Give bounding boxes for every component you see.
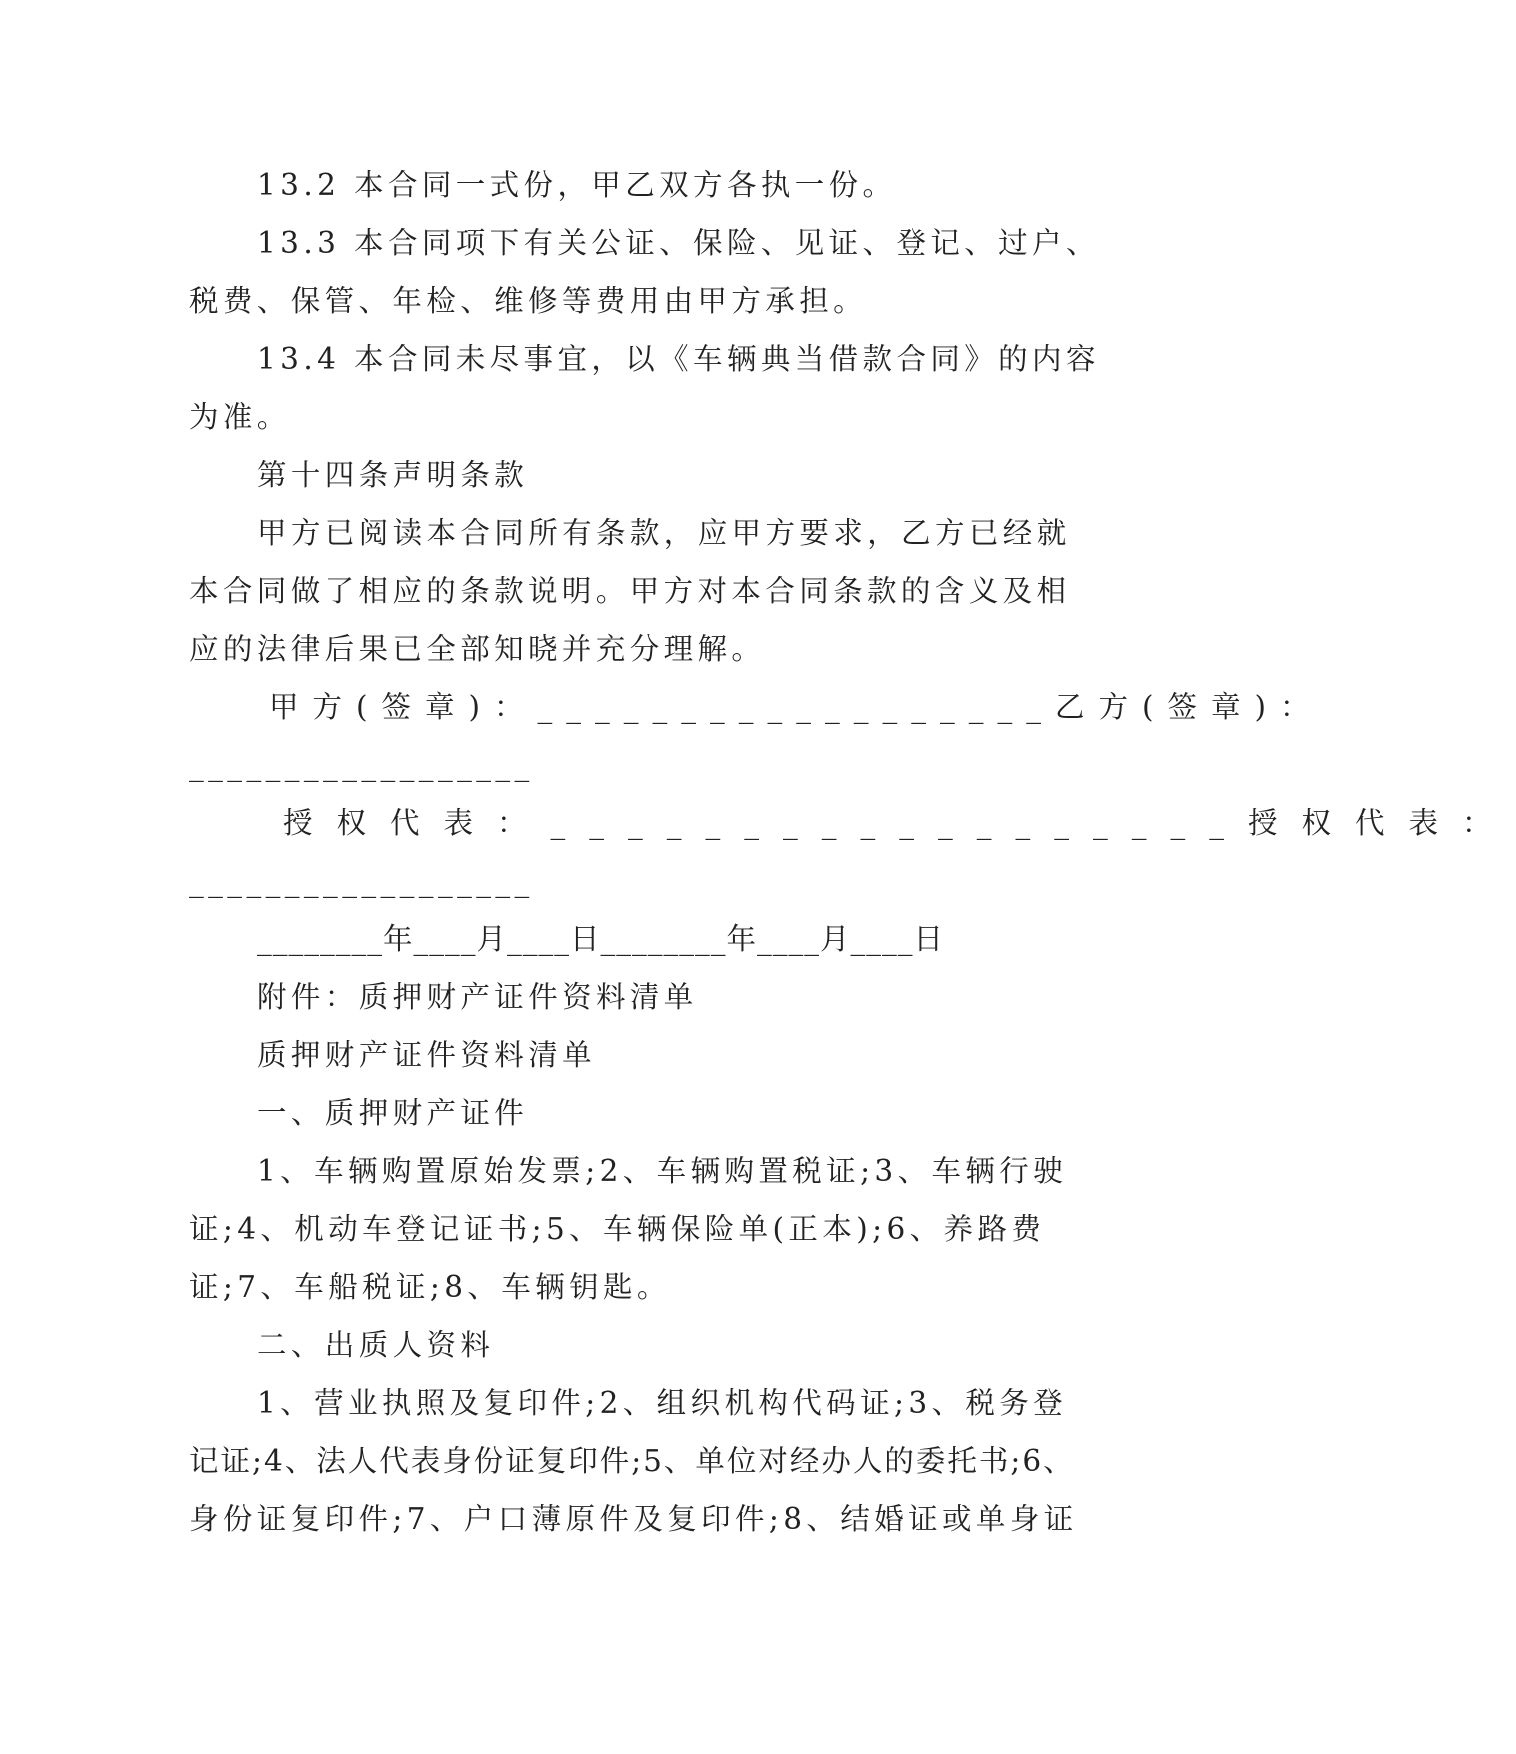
clause-13-3-cont: 税费、保管、年检、维修等费用由甲方承担。	[189, 284, 868, 318]
attachment-title: 质押财产证件资料清单	[257, 1038, 597, 1072]
section-2-list: 1、营业执照及复印件;2、组织机构代码证;3、税务登	[257, 1386, 1068, 1420]
date-line: ________年____月____日________年____月____日	[257, 922, 945, 956]
section-1-heading: 一、质押财产证件	[257, 1096, 529, 1130]
declaration-paragraph-line-2: 本合同做了相应的条款说明。甲方对本合同条款的含义及相	[189, 574, 1071, 608]
authorized-representative-line: 授权代表：__________________授权代表：	[283, 806, 1516, 840]
attachment-label: 附件：质押财产证件资料清单	[257, 980, 698, 1014]
clause-13-2: 13.2 本合同一式份，甲乙双方各执一份。	[257, 168, 897, 202]
article-14-heading: 第十四条声明条款	[257, 458, 529, 492]
clause-13-4-cont: 为准。	[189, 400, 291, 434]
signature-blank-party-b: __________________	[189, 748, 534, 782]
section-2-heading: 二、出质人资料	[257, 1328, 495, 1362]
clause-13-3: 13.3 本合同项下有关公证、保险、见证、登记、过户、	[257, 226, 1100, 260]
authorized-representative-blank: __________________	[189, 864, 534, 898]
declaration-paragraph: 甲方已阅读本合同所有条款，应甲方要求，乙方已经就	[257, 516, 1071, 550]
section-1-list: 1、车辆购置原始发票;2、车辆购置税证;3、车辆行驶	[257, 1154, 1068, 1188]
signature-line-party-a-b: 甲方(签章)：__________________乙方(签章)：	[269, 690, 1324, 724]
section-2-list-line-2: 记证;4、法人代表身份证复印件;5、单位对经办人的委托书;6、	[189, 1444, 1075, 1478]
section-2-list-line-3: 身份证复印件;7、户口薄原件及复印件;8、结婚证或单身证	[189, 1502, 1078, 1536]
section-1-list-line-2: 证;4、机动车登记证书;5、车辆保险单(正本);6、养路费	[189, 1212, 1046, 1246]
declaration-paragraph-line-3: 应的法律后果已全部知晓并充分理解。	[189, 632, 766, 666]
section-1-list-line-3: 证;7、车船税证;8、车辆钥匙。	[189, 1270, 671, 1304]
clause-13-4: 13.4 本合同未尽事宜，以《车辆典当借款合同》的内容	[257, 342, 1100, 376]
